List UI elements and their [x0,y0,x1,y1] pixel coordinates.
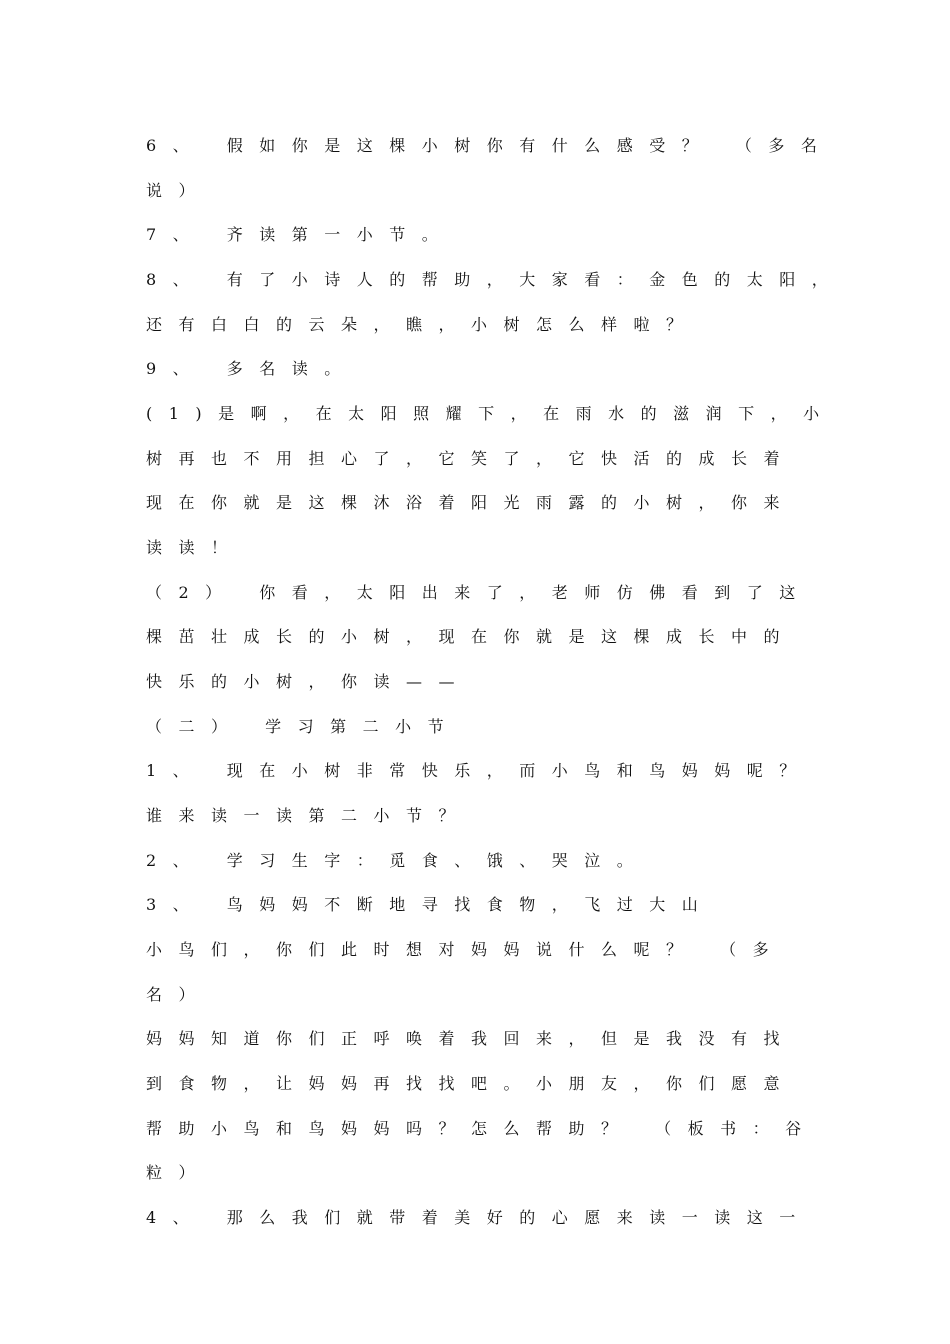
text-line: 名） [146,985,212,1004]
text-line: 还有白白的云朵，瞧，小树怎么样啦？ [146,315,699,334]
text-line: 说） [146,181,212,200]
text-line: 3、 鸟妈妈不断地寻找食物，飞过大山 [146,895,715,914]
text-line: 1、 现在小树非常快乐，而小鸟和鸟妈妈呢？ [146,761,812,780]
text-line: 2、 学习生字：觅食、饿、哭泣。 [146,851,650,870]
text-line: 粒） [146,1163,212,1182]
text-line: 小鸟们，你们此时想对妈妈说什么呢？ （多 [146,940,786,959]
text-line: 到食物，让妈妈再找找吧。小朋友，你们愿意 [146,1074,797,1093]
section-heading: （二） 学习第二小节 [146,717,461,736]
text-line: 4、 那么我们就带着美好的心愿来读一读这一 [146,1208,812,1227]
text-line: 读读！ [146,538,244,557]
text-line: 6、 假如你是这棵小树你有什么感受？ （多名 [146,136,834,155]
text-line: 树再也不用担心了，它笑了，它快活的成长着 [146,449,797,468]
text-line: 妈妈知道你们正呼唤着我回来，但是我没有找 [146,1029,797,1048]
text-line: 现在你就是这棵沐浴着阳光雨露的小树，你来 [146,493,797,512]
text-line: 快乐的小树，你读—— [146,672,472,691]
text-line: （2） 你看，太阳出来了，老师仿佛看到了这 [146,583,812,602]
text-line: (1)是啊，在太阳照耀下，在雨水的滋润下，小 [146,404,836,423]
text-line: 谁来读一读第二小节？ [146,806,472,825]
text-line: 7、 齐读第一小节。 [146,225,455,244]
text-line: 8、 有了小诗人的帮助，大家看：金色的太阳， [146,270,845,289]
text-line: 棵茁壮成长的小树，现在你就是这棵成长中的 [146,627,797,646]
text-line: 9、 多名读。 [146,359,357,378]
text-line: 帮助小鸟和鸟妈妈吗？怎么帮助？ （板书：谷 [146,1119,818,1138]
